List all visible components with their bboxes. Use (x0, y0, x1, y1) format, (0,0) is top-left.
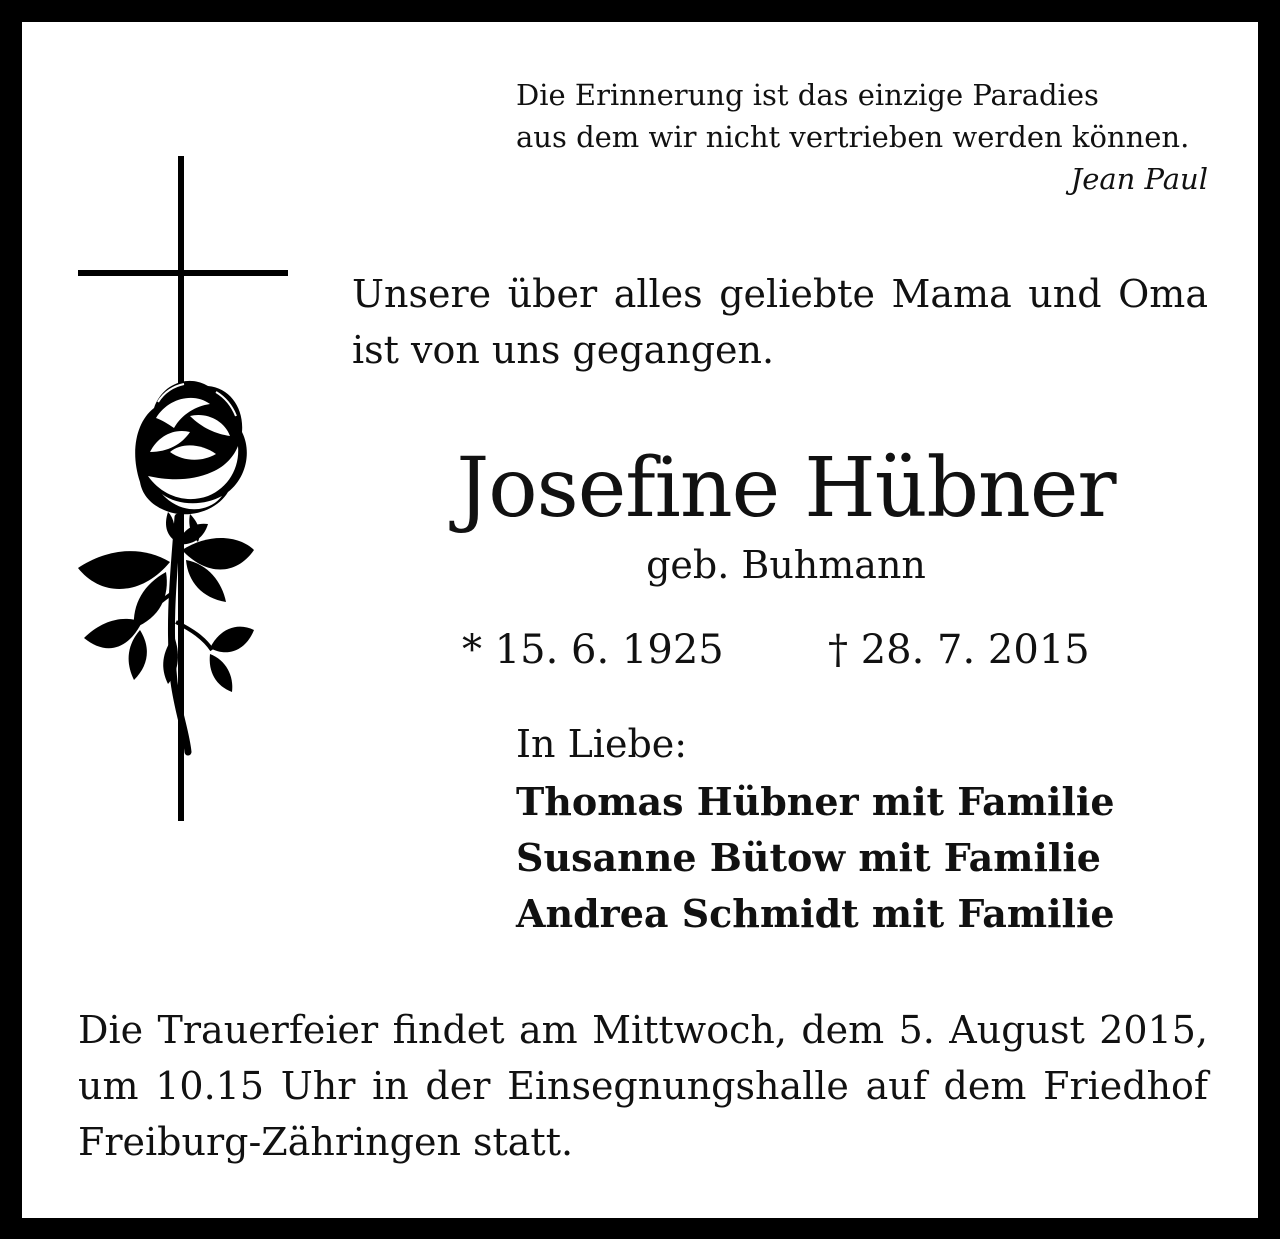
epigraph-quote (516, 74, 1208, 200)
rose-icon (78, 381, 254, 752)
service-line-1: Die Trauerfeier findet am Mittwoch, dem 5. August 2015, (78, 1008, 1208, 1052)
list-item: Thomas Hübner mit Familie (516, 779, 1115, 824)
birth-date: * 15. 6. 1925 (462, 627, 724, 673)
cross-with-rose-icon (70, 152, 300, 832)
deceased-name: Josefine Hübner (456, 441, 1116, 536)
list-item: Andrea Schmidt mit Familie (516, 891, 1115, 936)
intro-text (352, 266, 1208, 378)
quote-author: Jean Paul (1070, 162, 1208, 196)
quote-line-2: aus dem wir nicht vertrieben werden können. (516, 120, 1190, 154)
mourners-heading: In Liebe: (516, 722, 688, 766)
service-line-2: um 10.15 Uhr in der Einsegnungshalle auf dem Friedhof (78, 1064, 1208, 1108)
intro-line-2: ist von uns gegangen. (352, 328, 775, 372)
mourners-list (516, 774, 1216, 942)
obituary-card (22, 22, 1258, 1218)
death-date: † 28. 7. 2015 (828, 627, 1090, 673)
maiden-name: geb. Buhmann (646, 543, 926, 587)
quote-line-1: Die Erinnerung ist das einzige Paradies (516, 78, 1099, 112)
intro-line-1: Unsere über alles geliebte Mama und Oma (352, 272, 1208, 316)
service-line-3: Freiburg-Zähringen statt. (78, 1120, 574, 1164)
funeral-service-notice (78, 1002, 1208, 1170)
list-item: Susanne Bütow mit Familie (516, 835, 1101, 880)
